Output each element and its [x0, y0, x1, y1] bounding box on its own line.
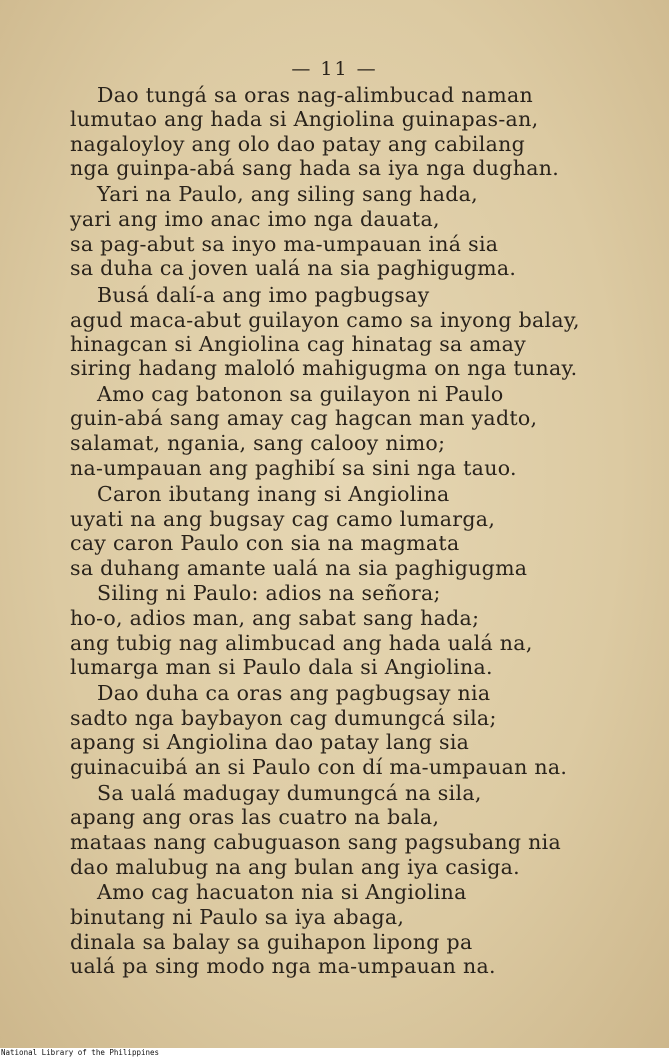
poem-line: guin-abá sang amay cag hagcan man yadto, [70, 406, 538, 430]
poem-line: Amo cag hacuaton nia si Angiolina [97, 880, 467, 904]
poem-line: lumarga man si Paulo dala si Angiolina. [70, 655, 493, 679]
poem-line: cay caron Paulo con sia na magmata [70, 531, 460, 555]
poem-line: sa duhang amante ualá na sia paghigugma [70, 556, 528, 580]
poem-line: sa duha ca joven ualá na sia paghigugma. [70, 256, 517, 280]
poem-line: guinacuibá an si Paulo con dí ma-umpauan na. [70, 755, 568, 779]
poem-line: Busá dalí-a ang imo pagbugsay [97, 283, 430, 307]
poem-line: nagaloyloy ang olo dao patay ang cabilang [70, 132, 526, 156]
poem-line: na-umpauan ang paghibí sa sini nga tauo. [70, 456, 517, 480]
poem-line: Sa ualá madugay dumungcá na sila, [97, 781, 482, 805]
poem-line: binutang ni Paulo sa iya abaga, [70, 905, 405, 929]
poem-line: ang tubig nag alimbucad ang hada ualá na, [70, 631, 533, 655]
poem-line: Amo cag batonon sa guilayon ni Paulo [97, 382, 504, 406]
library-footer: National Library of the Philippines [0, 1048, 669, 1058]
poem-line: Dao tungá sa oras nag-alimbucad naman [97, 83, 533, 107]
poem-line: Caron ibutang inang si Angiolina [97, 482, 450, 506]
poem-line: agud maca-abut guilayon camo sa inyong balay, [70, 308, 580, 332]
poem-line: yari ang imo anac imo nga dauata, [70, 207, 440, 231]
poem-line: Dao duha ca oras ang pagbugsay nia [97, 681, 491, 705]
page-number: — 11 — [291, 58, 378, 80]
poem-line: siring hadang maloló mahigugma on nga tunay. [70, 356, 578, 380]
poem-line: salamat, ngania, sang calooy nimo; [70, 431, 446, 455]
poem-line: dinala sa balay sa guihapon lipong pa [70, 930, 473, 954]
poem-line: apang ang oras las cuatro na bala, [70, 805, 440, 829]
poem-line: hinagcan si Angiolina cag hinatag sa amay [70, 332, 527, 356]
poem-line: Siling ni Paulo: adios na señora; [97, 581, 441, 605]
poem-line: lumutao ang hada si Angiolina guinapas-an, [70, 107, 539, 131]
poem-line: dao malubug na ang bulan ang iya casiga. [70, 855, 520, 879]
poem-line: ualá pa sing modo nga ma-umpauan na. [70, 954, 496, 978]
poem-line: uyati na ang bugsay cag camo lumarga, [70, 507, 496, 531]
poem-line: sa pag-abut sa inyo ma-umpauan iná sia [70, 232, 499, 256]
poem-line: apang si Angiolina dao patay lang sia [70, 730, 470, 754]
poem-line: ho-o, adios man, ang sabat sang hada; [70, 606, 480, 630]
poem-line: mataas nang cabuguason sang pagsubang nia [70, 830, 562, 854]
poem-line: Yari na Paulo, ang siling sang hada, [97, 182, 478, 206]
poem-line: nga guinpa-abá sang hada sa iya nga dughan. [70, 156, 560, 180]
poem-line: sadto nga baybayon cag dumungcá sila; [70, 706, 497, 730]
